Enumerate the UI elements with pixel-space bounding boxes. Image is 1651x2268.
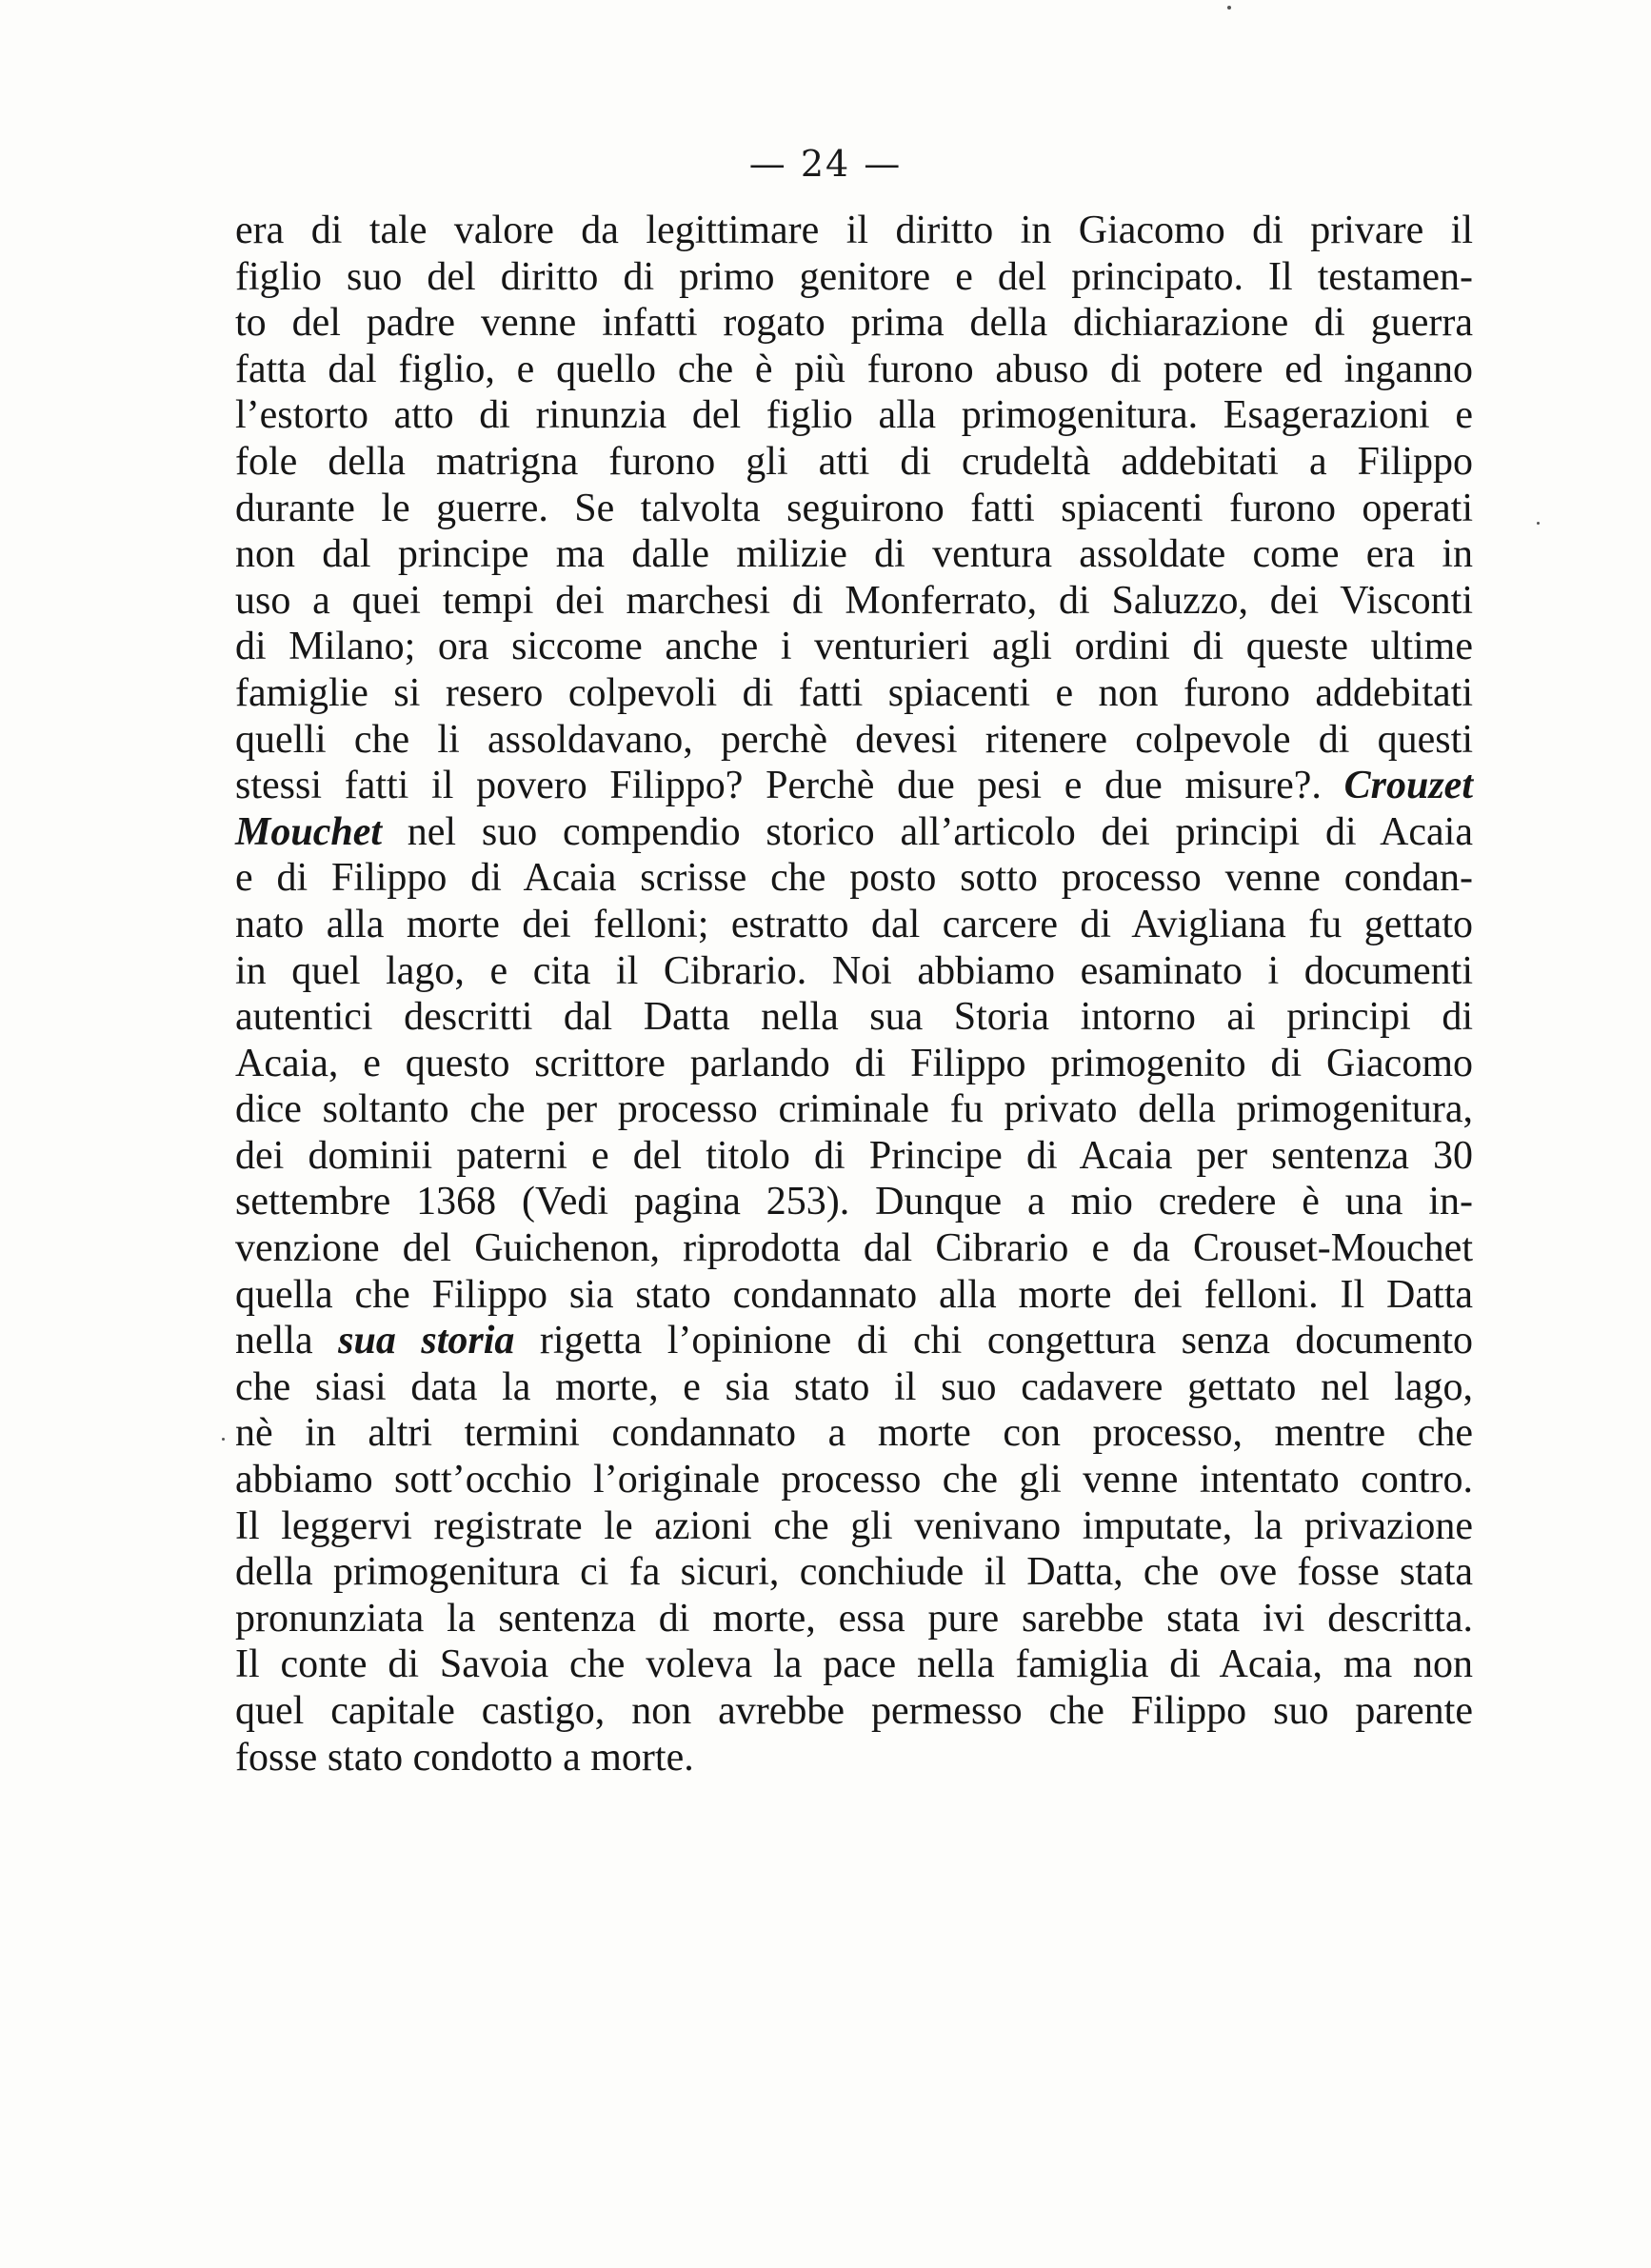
scan-speck	[1537, 522, 1540, 525]
body-text	[235, 208, 1473, 1781]
text-line	[235, 1272, 1473, 1319]
line-text: famiglie si resero colpevoli di fatti spiacenti e non furono addebitati	[235, 670, 1473, 715]
text-line	[235, 1041, 1473, 1087]
line-text: rigetta l’opinione di chi congettura senza documento	[514, 1319, 1474, 1363]
line-text: e di Filippo di Acaia scrisse che posto sotto processo venne condan-	[235, 856, 1473, 901]
italic-text: Crouzet	[1343, 764, 1473, 808]
text-line	[235, 1596, 1473, 1642]
line-text: venzione del Guichenon, riprodotta dal Cibrario e da Crouset-Mouchet	[235, 1226, 1473, 1271]
text-line	[235, 392, 1473, 439]
text-line	[235, 1457, 1473, 1503]
line-text: figlio suo del diritto di primo genitore e del principato. Il testamen-	[235, 254, 1473, 299]
text-line	[235, 300, 1473, 347]
text-line	[235, 486, 1473, 532]
text-line	[235, 208, 1473, 254]
text-line	[235, 347, 1473, 393]
line-text: Acaia, e questo scrittore parlando di Filippo primogenito di Giacomo	[235, 1041, 1473, 1085]
line-text: di Milano; ora siccome anche i venturieri agli ordini di queste ultime	[235, 625, 1473, 669]
line-text: Il conte di Savoia che voleva la pace nella famiglia di Acaia, ma non	[235, 1642, 1473, 1687]
text-line	[235, 1410, 1473, 1457]
text-line	[235, 670, 1473, 717]
line-text: nè in altri termini condannato a morte con processo, mentre che	[235, 1411, 1473, 1456]
line-text: quel capitale castigo, non avrebbe permesso che Filippo suo parente	[235, 1689, 1473, 1733]
line-text: pronunziata la sentenza di morte, essa pure sarebbe stata ivi descritta.	[235, 1596, 1473, 1641]
line-text: uso a quei tempi dei marchesi di Monferrato, di Saluzzo, dei Visconti	[235, 578, 1473, 623]
text-line	[235, 624, 1473, 670]
line-text: autentici descritti dal Datta nella sua Storia intorno ai principi di	[235, 995, 1473, 1040]
line-text: dice soltanto che per processo criminale fu privato della primogenitura,	[235, 1087, 1473, 1132]
line-text: della primogenitura ci fa sicuri, conchiude il Datta, che ove fosse stata	[235, 1550, 1473, 1595]
line-text: to del padre venne infatti rogato prima della dichiarazione di guerra	[235, 301, 1473, 346]
italic-text: Mouchet	[235, 809, 383, 854]
line-text: fole della matrigna furono gli atti di crudeltà addebitati a Filippo	[235, 439, 1473, 484]
text-line	[235, 254, 1473, 301]
page-number: — 24 —	[748, 143, 903, 185]
line-text: dei dominii paterni e del titolo di Principe di Acaia per sentenza 30	[235, 1133, 1473, 1178]
text-line	[235, 1133, 1473, 1180]
text-line	[235, 439, 1473, 486]
line-text: abbiamo sott’occhio l’originale processo che gli venne intentato contro.	[235, 1458, 1473, 1502]
text-line	[235, 809, 1473, 856]
text-line	[235, 1549, 1473, 1596]
text-line	[235, 531, 1473, 578]
text-line	[235, 902, 1473, 948]
line-text: che siasi data la morte, e sia stato il suo cadavere gettato nel lago,	[235, 1364, 1473, 1409]
text-line	[235, 717, 1473, 764]
text-line	[235, 1179, 1473, 1225]
text-line	[235, 948, 1473, 995]
line-text: era di tale valore da legittimare il diritto in Giacomo di privare il	[235, 209, 1473, 252]
scan-speck	[1227, 6, 1231, 10]
italic-text: sua storia	[338, 1319, 515, 1363]
line-text: durante le guerre. Se talvolta seguirono fatti spiacenti furono operati	[235, 486, 1473, 530]
line-text: nato alla morte dei felloni; estratto dal carcere di Avigliana fu gettato	[235, 902, 1473, 946]
line-text: fatta dal figlio, e quello che è più furono abuso di potere ed inganno	[235, 347, 1473, 391]
line-text: fosse stato condotto a morte.	[235, 1735, 694, 1780]
line-text: l’estorto atto di rinunzia del figlio alla primogenitura. Esagerazioni e	[235, 393, 1473, 438]
line-text: nella	[235, 1319, 339, 1363]
text-line	[235, 1225, 1473, 1272]
text-line	[235, 1688, 1473, 1735]
text-line	[235, 1735, 1473, 1781]
text-line	[235, 855, 1473, 902]
line-text: Il leggervi registrate le azioni che gli venivano imputate, la privazione	[235, 1503, 1473, 1548]
line-text: non dal principe ma dalle milizie di ventura assoldate come era in	[235, 532, 1473, 577]
line-text: settembre 1368 (Vedi pagina 253). Dunque a mio credere è una in-	[235, 1180, 1473, 1224]
line-text: nel suo compendio storico all’articolo dei principi di Acaia	[382, 809, 1473, 854]
text-line	[235, 578, 1473, 625]
scan-speck	[222, 1438, 225, 1441]
text-line	[235, 763, 1473, 809]
text-line	[235, 1086, 1473, 1133]
text-line	[235, 1318, 1473, 1364]
text-line	[235, 994, 1473, 1041]
text-line	[235, 1641, 1473, 1688]
line-text: quelli che li assoldavano, perchè devesi ritenere colpevole di questi	[235, 717, 1473, 762]
line-text: stessi fatti il povero Filippo? Perchè due pesi e due misure?.	[235, 764, 1344, 808]
text-line	[235, 1503, 1473, 1550]
line-text: in quel lago, e cita il Cibrario. Noi abbiamo esaminato i documenti	[235, 948, 1473, 993]
text-line	[235, 1364, 1473, 1411]
line-text: quella che Filippo sia stato condannato alla morte dei felloni. Il Datta	[235, 1272, 1473, 1317]
